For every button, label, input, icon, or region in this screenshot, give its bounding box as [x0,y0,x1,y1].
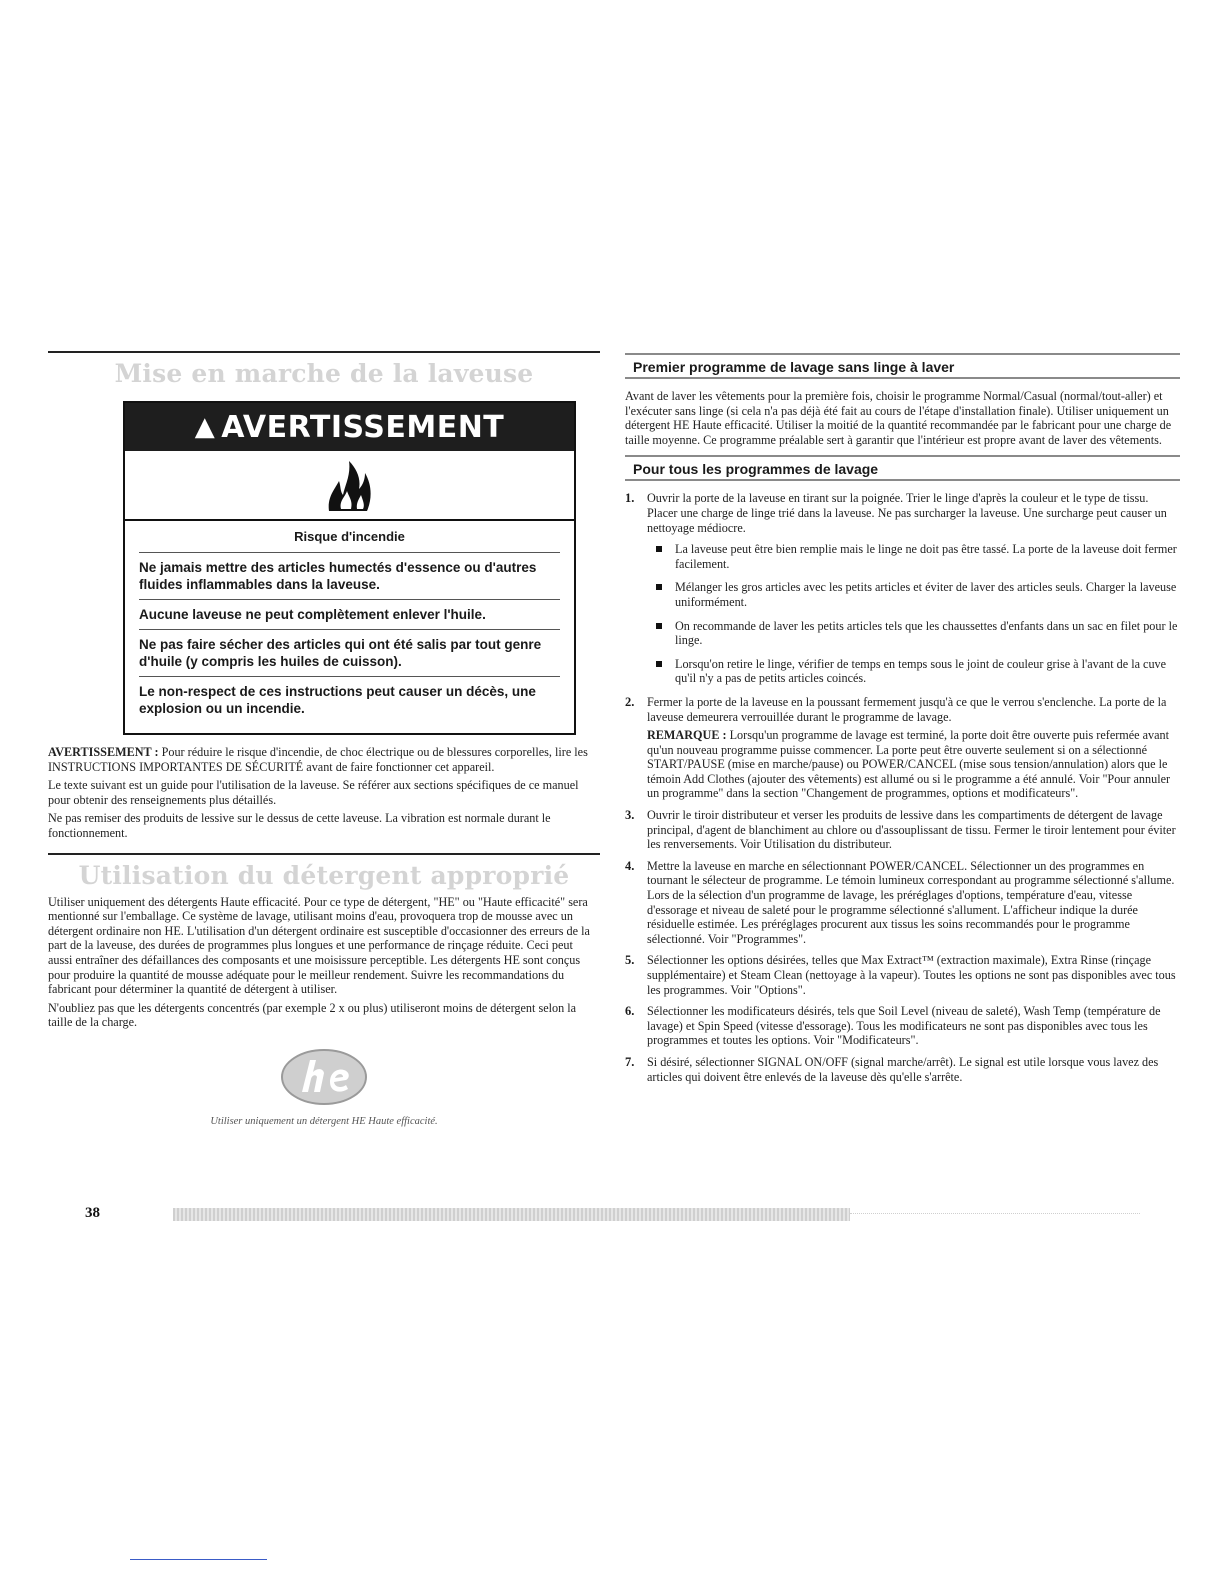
list-item [625,491,1180,686]
risk-title: Risque d'incendie [294,529,405,544]
bullet-item [647,542,1180,571]
bullet-square-icon [656,584,662,590]
list-item [625,859,1180,947]
remark [647,728,1180,801]
bullet-list [647,542,1180,686]
warning-paragraph [48,745,600,774]
warning-line: Ne jamais mettre des articles humectés d'essence ou d'autres fluides inflammables dans la laveuse. [139,552,560,593]
bullet-text: La laveuse peut être bien remplie mais le linge ne doit pas être tassé. La porte de la laveuse doit fermer facilement. [675,542,1177,571]
bullet-square-icon [656,546,662,552]
list-item [625,695,1180,801]
step-number: 7. [625,1054,635,1069]
bullet-text: Mélanger les gros articles avec les petits articles et éviter de laver des articles seuls. Charger la laveuse uniformément. [675,580,1177,609]
step-text: Mettre la laveuse en marche en sélectionnant POWER/CANCEL. Sélectionner un des programmes en tournant le sélecteur de programme. Le témoin lumineux correspondant au programme sélectionné s'allume. Lors de la sélection d'un programme de lavage, les préréglages d'options, température d'eau, vitesse d'essorage et niveau de saleté pour le programme sélectionné s'allument. L'afficheur indique la durée résiduelle estimée. Les préréglages procurent aux tissus les soins recommandés pour le programme sélectionné. Voir "Programmes". [647,858,1175,946]
warning-box [123,401,576,735]
warning-triangle-icon: ▲ [194,412,216,442]
section-heading-detergent: Utilisation du détergent approprié [48,853,600,893]
section-heading-start: Mise en marche de la laveuse [48,351,600,391]
subheading-first-cycle: Premier programme de lavage sans linge à laver [625,353,1180,379]
bullet-item [647,580,1180,609]
step-text: Sélectionner les options désirées, telles que Max Extract™ (extraction maximale), Extra Rinse (rinçage supplémentaire) et Steam Clean (nettoyage à la vapeur). Toutes les options ne sont pas disponibles avec tous les programmes. Voir "Options". [647,953,1176,997]
first-cycle-paragraph: Avant de laver les vêtements pour la première fois, choisir le programme Normal/Casual (normal/tout-aller) et l'exécuter sans linge (si cela n'a pas déjà été fait au cours de l'étape d'installation finale). Utiliser uniquement un détergent HE Haute efficacité. Utiliser la moitié de la quantité recommandée par le fabricant pour une charge de taille moyenne. Ce programme préalable sert à garantir que l'intérieur est propre avant de laver des vêtements. [625,389,1172,447]
remark-label: REMARQUE : [647,728,727,743]
step-number: 4. [625,858,635,873]
step-text: Ouvrir la porte de la laveuse en tirant sur la poignée. Trier le linge d'après la couleur et le type de tissu. Placer une charge de linge trié dans la laveuse. Ne pas surcharger la laveuse. Une surcharge peut causer un nettoyage médiocre. [647,491,1167,535]
step-text: Sélectionner les modificateurs désirés, tels que Soil Level (niveau de saleté), Wash Temp (température de lavage) et Spin Speed (vitesse d'essorage). Tous les modificateurs ne sont pas disponibles avec tous les programmes et toutes les options. Voir "Modificateurs". [647,1004,1161,1048]
warning-body [125,521,574,733]
warning-header [125,403,574,451]
step-number: 6. [625,1004,635,1019]
bottom-link-underline [130,1559,267,1560]
bullet-item [647,619,1180,648]
bullet-square-icon [656,661,662,667]
steps-list [625,491,1180,1084]
step-number: 2. [625,694,635,709]
detergent-paragraph: Utiliser uniquement des détergents Haute efficacité. Pour ce type de détergent, "HE" ou "Haute efficacité" sera mentionné sur l'emballage. Ce système de lavage, utilisant moins d'eau, provoquera trop de mousse avec un détergent ordinaire non HE. L'utilisation d'un détergent ordinaire est susceptible d'occasionner des erreurs de la part de la laveuse, des durées de programmes plus longues et une performance de rinçage réduite. Ceci peut aussi entraîner des défaillances des composants et une moisissure perceptible. Les détergents HE sont conçus pour produire la quantité de mousse adéquate pour le meilleur rendement. Suivre les recommandations du fabricant pour déterminer la quantité de détergent à utiliser. [48,894,590,997]
list-item [625,1004,1180,1048]
warning-line: Ne pas faire sécher des articles qui ont été salis par tout genre d'huile (y compris les huiles de cuisson). [139,629,560,670]
list-item [625,953,1180,997]
footer-divider [850,1213,1140,1214]
remark-text: Lorsqu'un programme de lavage est terminé, la porte doit être ouverte puis refermée avant qu'un nouveau programme puisse commencer. La porte peut être ouverte seulement si on a sélectionné START/PAUSE (mise en marche/pause) ou POWER/CANCEL (mise sous tension/annulation) alors que le témoin Add Clothes (ajouter des vêtements) est allumé ou si le programme a été annulé. Voir "Pour annuler un programme" dans la section "Changement de programmes, options et modificateurs". [647,728,1171,801]
warning-header-label: AVERTISSEMENT [221,409,505,445]
fire-icon [323,457,377,513]
left-column [48,351,600,1127]
step-number: 1. [625,491,635,506]
list-item [625,808,1180,852]
footer-bar [173,1208,850,1221]
step-number: 3. [625,808,635,823]
right-column [625,353,1180,1091]
page-number: 38 [85,1205,100,1221]
warning-text: Pour réduire le risque d'incendie, de choc électrique ou de blessures corporelles, lire les INSTRUCTIONS IMPORTANTES DE SÉCURITÉ avant de faire fonctionner cet appareil. [48,745,588,774]
guide-paragraph: Le texte suivant est un guide pour l'utilisation de la laveuse. Se référer aux sections spécifiques de ce manuel pour obtenir des renseignements plus détaillés. [48,778,579,807]
bullet-text: Lorsqu'on retire le linge, vérifier de temps en temps sous le joint de couleur grise à l'avant de la cuve qu'il n'y a pas de petits articles coincés. [675,656,1167,686]
step-text: Ouvrir le tiroir distributeur et verser les produits de lessive dans les compartiments de détergent de lavage principal, d'agent de blanchiment au chlore ou d'assouplissant de tissu. Fermer le tiroir lentement pour éviter les renversements. Voir Utilisation du distributeur. [647,808,1176,852]
warning-label: AVERTISSEMENT : [48,745,159,759]
storage-paragraph: Ne pas remiser des produits de lessive sur le dessus de cette laveuse. La vibration est normale durant le fonctionnement. [48,811,551,840]
concentrated-paragraph: N'oubliez pas que les détergents concentrés (par exemple 2 x ou plus) utiliseront moins de détergent selon la taille de la charge. [48,1000,577,1030]
he-logo-icon [280,1048,368,1106]
warning-line: Aucune laveuse ne peut complètement enlever l'huile. [139,599,560,623]
step-text: Fermer la porte de la laveuse en la poussant fermement jusqu'à ce que le verrou s'enclenche. La porte de la laveuse demeurera verrouillée durant le programme de lavage. [647,694,1167,724]
page-footer [60,1205,1140,1225]
list-item [625,1055,1180,1084]
bullet-square-icon [656,623,662,629]
logo-caption: Utiliser uniquement un détergent HE Haute efficacité. [210,1115,438,1127]
he-logo [48,1048,600,1110]
step-text: Si désiré, sélectionner SIGNAL ON/OFF (signal marche/arrêt). Le signal est utile lorsque vous lavez des articles qui doivent être enlevés de la laveuse dès qu'elle s'arrête. [647,1054,1159,1084]
step-number: 5. [625,953,635,968]
bullet-item [647,657,1180,686]
subheading-all-cycles: Pour tous les programmes de lavage [625,455,1180,481]
warning-line: Le non-respect de ces instructions peut causer un décès, une explosion ou un incendie. [139,676,560,717]
bullet-text: On recommande de laver les petits articles tels que les chaussettes d'enfants dans un sac en filet pour le linge. [675,618,1178,648]
fire-icon-area [125,451,574,521]
